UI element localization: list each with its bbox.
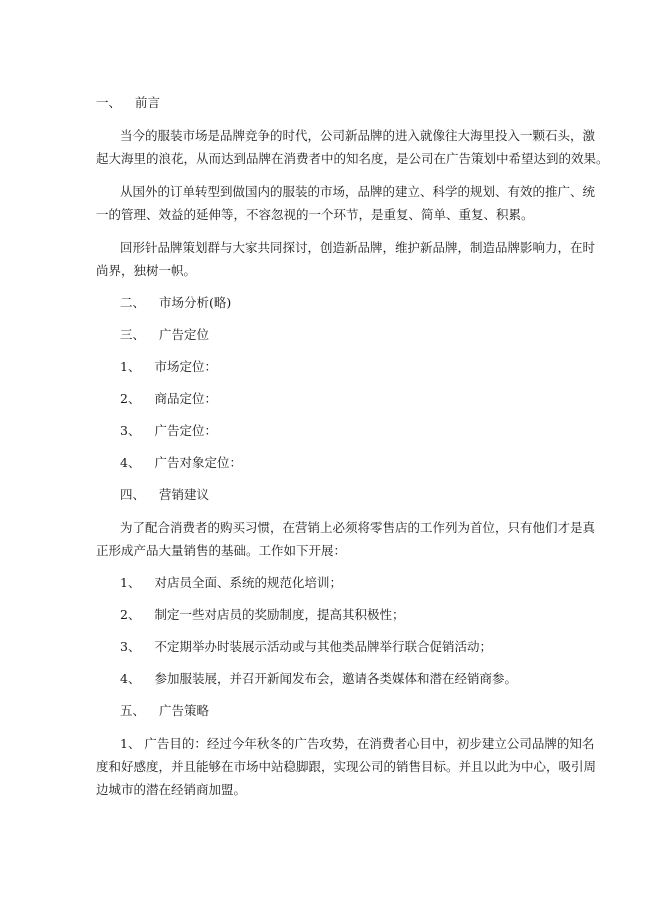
paragraph-line: 从国外的订单转型到做国内的服装的市场，品牌的建立、科学的规划、有效的推广、统 [120,184,596,199]
list-item [96,420,558,442]
list-number: 3、 [120,423,141,438]
section-heading-1 [96,92,558,114]
section-heading-2 [96,292,558,314]
list-item [96,604,558,626]
list-number: 4、 [120,455,141,470]
list-number: 3、 [120,639,141,654]
section-number: 五、 [120,703,146,718]
section-number: 四、 [120,487,146,502]
list-number: 2、 [120,607,141,622]
section-heading-5 [96,700,558,722]
list-item [96,452,558,474]
list-text: 广告对象定位： [154,455,242,470]
section-title: 市场分析(略) [159,295,232,310]
section-title: 广告定位 [159,327,210,342]
list-item [96,356,558,378]
paragraph-line: 起大海里的浪花，从而达到品牌在消费者中的知名度，是公司在广告策划中希望达到的效果。 [96,151,609,166]
list-text: 不定期举办时装展示活动或与其他类品牌举行联合促销活动； [154,639,492,654]
section-number: 三、 [120,327,146,342]
section-heading-4 [96,484,558,506]
paragraph-line: 尚界，独树一帜。 [96,263,197,278]
list-item [96,636,558,658]
section-number: 二、 [120,295,146,310]
paragraph-intro-2 [96,180,596,226]
list-text: 制定一些对店员的奖励制度，提高其积极性； [154,607,405,622]
section-heading-3 [96,324,558,346]
paragraph-line: 正形成产品大量销售的基础。工作如下开展： [96,543,347,558]
list-number: 4、 [120,671,141,686]
paragraph-ad-strategy [96,732,597,801]
paragraph-intro-1 [96,124,609,170]
list-text: 市场定位： [154,359,217,374]
paragraph-line: 1、 广告目的：经过今年秋冬的广告攻势，在消费者心目中，初步建立公司品牌的知名 [120,736,595,751]
list-number: 2、 [120,391,141,406]
paragraph-line: 为了配合消费者的购买习惯，在营销上必须将零售店的工作列为首位，只有他们才是真 [120,520,596,535]
list-text: 商品定位： [154,391,217,406]
section-title: 营销建议 [159,487,210,502]
list-number: 1、 [120,575,141,590]
list-text: 对店员全面、系统的规范化培训； [154,575,342,590]
list-text: 广告定位： [154,423,217,438]
paragraph-line: 一的管理、效益的延伸等，不容忽视的一个环节，是重复、简单、重复、积累。 [96,207,534,222]
section-title: 前言 [135,95,161,110]
paragraph-line: 回形针品牌策划群与大家共同探讨，创造新品牌，维护新品牌，制造品牌影响力，在时 [120,240,596,255]
section-number: 一、 [96,95,122,110]
paragraph-line: 边城市的潜在经销商加盟。 [96,782,247,797]
list-item [96,572,558,594]
list-item [96,388,558,410]
list-text: 参加服装展，并召开新闻发布会，邀请各类媒体和潜在经销商参。 [154,671,517,686]
paragraph-line: 度和好感度，并且能够在市场中站稳脚跟，实现公司的销售目标。并且以此为中心，吸引周 [96,759,597,774]
section-title: 广告策略 [159,703,210,718]
list-item [96,668,558,690]
paragraph-marketing [96,516,596,562]
paragraph-intro-3 [96,236,596,282]
paragraph-line: 当今的服装市场是品牌竞争的时代，公司新品牌的进入就像往大海里投入一颗石头，激 [120,128,596,143]
list-number: 1、 [120,359,141,374]
